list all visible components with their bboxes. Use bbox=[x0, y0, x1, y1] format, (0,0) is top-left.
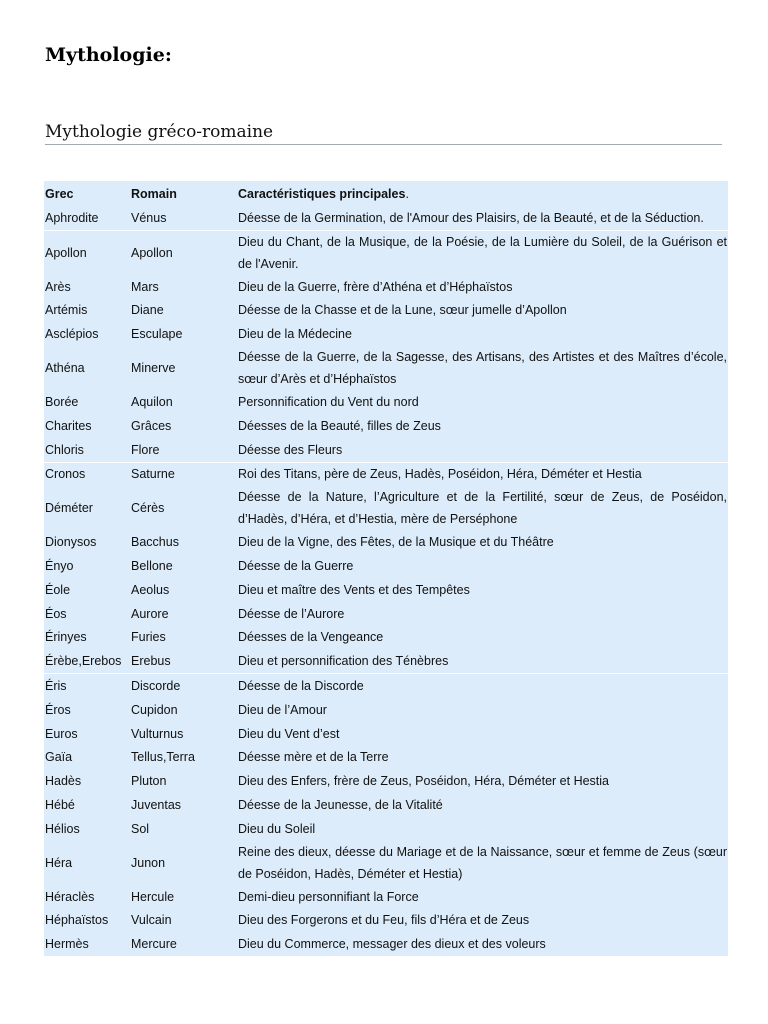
cell-romain: Junon bbox=[131, 855, 166, 870]
cell-grec: Ényo bbox=[45, 559, 74, 574]
cell-description: Dieu du Chant, de la Musique, de la Poésie, de la Lumière du Soleil, de la Guérison et de l'Avenir. bbox=[237, 230, 728, 275]
gods-table bbox=[44, 181, 728, 956]
cell-description: Dieu des Enfers, frère de Zeus, Poséidon, Héra, Déméter et Hestia bbox=[238, 774, 610, 789]
cell-grec: Chloris bbox=[45, 442, 84, 457]
table-row bbox=[44, 885, 728, 909]
cell-description: Reine des dieux, déesse du Mariage et de la Naissance, sœur et femme de Zeus (sœur de Poséidon, Hadès, Déméter et Hestia) bbox=[238, 844, 727, 881]
cell-romain: Juventas bbox=[131, 798, 182, 813]
cell-romain: Furies bbox=[131, 630, 166, 645]
cell-grec: Hadès bbox=[45, 774, 82, 789]
cell-description: Roi des Titans, père de Zeus, Hadès, Poséidon, Héra, Déméter et Hestia bbox=[237, 462, 728, 486]
table-row bbox=[44, 275, 728, 299]
cell-grec: Borée bbox=[45, 395, 79, 410]
cell-grec: Euros bbox=[45, 726, 78, 741]
cell-description: Déesse de la Discorde bbox=[237, 674, 728, 698]
table-row bbox=[44, 817, 728, 841]
cell-grec: Cronos bbox=[44, 462, 130, 486]
cell-romain: Grâces bbox=[131, 418, 172, 433]
cell-grec: Hélios bbox=[45, 821, 80, 836]
cell-description: Déesse de la Jeunesse, de la Vitalité bbox=[238, 798, 443, 813]
table-row bbox=[44, 578, 728, 602]
cell-romain: Erebus bbox=[131, 654, 171, 669]
cell-description: Dieu du Commerce, messager des dieux et des voleurs bbox=[238, 937, 546, 952]
cell-grec: Hébé bbox=[45, 798, 75, 813]
cell-description: Déesses de la Beauté, filles de Zeus bbox=[238, 418, 441, 433]
cell-grec: Hermès bbox=[45, 937, 89, 952]
table-row bbox=[44, 530, 728, 554]
cell-romain: Aurore bbox=[131, 606, 169, 621]
cell-description: Déesse des Fleurs bbox=[238, 442, 343, 457]
table-row bbox=[44, 602, 728, 626]
cell-romain: Esculape bbox=[131, 327, 183, 342]
table-row bbox=[44, 674, 728, 698]
cell-romain: Pluton bbox=[131, 774, 167, 789]
cell-grec: Héphaïstos bbox=[45, 913, 109, 928]
cell-description: Déesse de la Nature, l’Agriculture et de la Fertilité, sœur de Zeus, de Poséidon, d’Hadès, d’Héra, et d’Hestia, mère de Perséphone bbox=[238, 490, 727, 527]
cell-description: Dieu du Soleil bbox=[238, 821, 316, 836]
cell-romain: Cérès bbox=[131, 501, 165, 516]
cell-grec: Asclépios bbox=[45, 327, 99, 342]
cell-description: Déesse de la Guerre bbox=[238, 559, 354, 574]
table-row bbox=[44, 909, 728, 933]
cell-grec: Gaïa bbox=[45, 750, 73, 765]
cell-romain: Sol bbox=[131, 821, 150, 836]
table-row bbox=[44, 230, 728, 275]
header-grec: Grec bbox=[45, 186, 74, 201]
table-row bbox=[44, 746, 728, 770]
cell-grec: Athéna bbox=[45, 361, 85, 376]
cell-romain: Diane bbox=[131, 303, 164, 318]
cell-romain: Vulturnus bbox=[131, 726, 184, 741]
cell-grec: Arès bbox=[45, 279, 71, 294]
cell-romain: Aquilon bbox=[131, 395, 173, 410]
cell-grec: Éole bbox=[45, 582, 71, 597]
table-row bbox=[44, 722, 728, 746]
cell-romain: Mars bbox=[131, 279, 159, 294]
section-heading: Mythologie gréco-romaine bbox=[45, 122, 722, 145]
cell-romain: Bellone bbox=[131, 559, 173, 574]
cell-grec: Éos bbox=[45, 606, 67, 621]
cell-grec: Charites bbox=[45, 418, 92, 433]
cell-description: Déesse mère et de la Terre bbox=[238, 750, 389, 765]
page-title: Mythologie: bbox=[45, 44, 172, 66]
table-row bbox=[44, 793, 728, 817]
header-description-suffix: . bbox=[405, 186, 409, 201]
cell-description: Déesse de l’Aurore bbox=[238, 606, 345, 621]
table-row bbox=[44, 698, 728, 722]
header-description bbox=[237, 181, 728, 206]
cell-description: Déesses de la Vengeance bbox=[238, 630, 384, 645]
table-row bbox=[44, 554, 728, 578]
cell-description: Dieu et maître des Vents et des Tempêtes bbox=[238, 582, 470, 597]
table-row bbox=[44, 769, 728, 793]
table-row bbox=[44, 438, 728, 462]
cell-description: Dieu de la Vigne, des Fêtes, de la Musique et du Théâtre bbox=[238, 535, 554, 550]
cell-romain: Cupidon bbox=[131, 702, 178, 717]
table-row bbox=[44, 390, 728, 414]
cell-grec: Artémis bbox=[45, 303, 88, 318]
cell-romain: Flore bbox=[131, 442, 160, 457]
cell-romain: Hercule bbox=[131, 889, 175, 904]
cell-description: Dieu du Vent d’est bbox=[238, 726, 340, 741]
table-row bbox=[44, 462, 728, 486]
table-row bbox=[44, 932, 728, 956]
cell-grec: Éris bbox=[44, 674, 130, 698]
table-row bbox=[44, 649, 728, 673]
cell-description: Personnification du Vent du nord bbox=[238, 395, 419, 410]
cell-description: Dieu de la Guerre, frère d’Athéna et d’Héphaïstos bbox=[238, 279, 513, 294]
table-row bbox=[44, 322, 728, 346]
cell-description: Demi-dieu personnifiant la Force bbox=[238, 889, 419, 904]
cell-romain: Apollon bbox=[130, 230, 237, 275]
table-row bbox=[44, 626, 728, 650]
table-row bbox=[44, 486, 728, 530]
cell-description: Déesse de la Germination, de l'Amour des Plaisirs, de la Beauté, et de la Séduction. bbox=[238, 210, 704, 225]
table-row bbox=[44, 346, 728, 390]
cell-grec: Déméter bbox=[45, 501, 93, 516]
table-row bbox=[44, 841, 728, 885]
cell-romain: Discorde bbox=[130, 674, 237, 698]
cell-romain: Mercure bbox=[131, 937, 177, 952]
cell-grec: Héraclès bbox=[45, 889, 95, 904]
cell-description: Dieu des Forgerons et du Feu, fils d’Héra et de Zeus bbox=[238, 913, 530, 928]
cell-description: Dieu et personnification des Ténèbres bbox=[238, 654, 449, 669]
cell-romain: Bacchus bbox=[131, 535, 179, 550]
cell-description: Déesse de la Chasse et de la Lune, sœur jumelle d’Apollon bbox=[238, 303, 567, 318]
cell-romain: Aeolus bbox=[131, 582, 170, 597]
cell-grec: Éros bbox=[45, 702, 71, 717]
cell-grec: Héra bbox=[45, 855, 73, 870]
cell-romain: Saturne bbox=[130, 462, 237, 486]
cell-description: Dieu de l’Amour bbox=[238, 702, 327, 717]
table-row bbox=[44, 299, 728, 323]
cell-description: Déesse de la Guerre, de la Sagesse, des Artisans, des Artistes et des Maîtres d’école, sœur d’Arès et d’Héphaïstos bbox=[238, 350, 727, 387]
cell-romain: Tellus,Terra bbox=[131, 750, 195, 765]
cell-grec: Aphrodite bbox=[45, 210, 99, 225]
header-romain: Romain bbox=[131, 186, 177, 201]
cell-grec: Dionysos bbox=[45, 535, 97, 550]
cell-romain: Minerve bbox=[131, 361, 176, 376]
table-row bbox=[44, 414, 728, 438]
cell-romain: Vulcain bbox=[131, 913, 172, 928]
table-header-row bbox=[44, 181, 728, 206]
cell-romain: Vénus bbox=[131, 210, 167, 225]
table-row bbox=[44, 206, 728, 230]
cell-grec: Érèbe,Erebos bbox=[45, 654, 122, 669]
cell-description: Dieu de la Médecine bbox=[238, 327, 352, 342]
cell-grec: Érinyes bbox=[45, 630, 87, 645]
cell-grec: Apollon bbox=[44, 230, 130, 275]
header-description-label: Caractéristiques principales bbox=[238, 186, 406, 201]
